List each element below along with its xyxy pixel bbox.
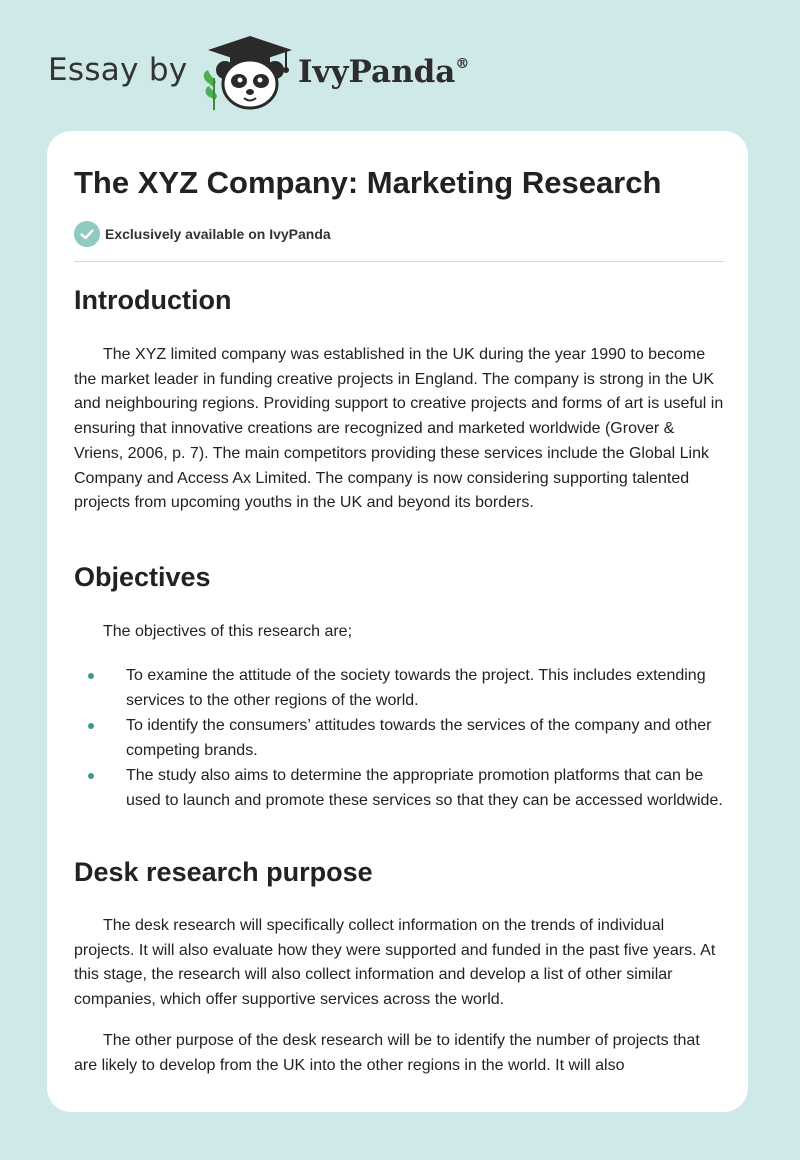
article-title: The XYZ Company: Marketing Research xyxy=(74,165,662,200)
objectives-list xyxy=(74,663,724,813)
bullet-dot xyxy=(88,723,94,729)
desk-research-paragraph-1: The desk research will specifically collect information on the trends of individual projects. It will also evaluate how they were supported and funded in the past five years. At this stage, the research will also collect information and develop a list of other similar companies, which offer supportive services across the world. xyxy=(74,917,716,1009)
brand-name: IvyPanda® xyxy=(298,54,470,90)
panda-graduate-logo-icon xyxy=(200,34,300,114)
brand-header[interactable] xyxy=(48,34,568,114)
section-heading-introduction: Introduction xyxy=(74,285,232,315)
introduction-paragraph: The XYZ limited company was established in the UK during the year 1990 to become the market leader in funding creative projects in England. The company is strong in the UK and neighbouring regions. Providing support to creative projects and forms of art is useful in ensuring that innovative creations are recognized and marketed worldwide (Grover & Vriens, 2006, p. 7). The main competitors providing these services include the Global Link Company and Access Ax Limited. The company is now considering supporting talented projects from upcoming youths in the UK and beyond its borders. xyxy=(74,346,724,512)
check-circle-icon xyxy=(74,221,100,247)
section-heading-desk-research: Desk research purpose xyxy=(74,857,373,887)
bullet-dot xyxy=(88,673,94,679)
desk-research-paragraph-2: The other purpose of the desk research will be to identify the number of projects that are likely to develop from the UK into the other regions in the world. It will also xyxy=(74,1032,700,1074)
list-item: To identify the consumers’ attitudes towards the services of the company and other competing brands. xyxy=(74,713,724,763)
bullet-dot xyxy=(88,773,94,779)
section-heading-objectives: Objectives xyxy=(74,562,211,592)
objectives-intro: The objectives of this research are; xyxy=(103,623,353,640)
brand-prefix: Essay by xyxy=(48,52,188,88)
title-divider xyxy=(74,261,724,262)
badge-text: Exclusively available on IvyPanda xyxy=(105,226,331,242)
article-card xyxy=(47,131,748,1112)
list-item: The study also aims to determine the appropriate promotion platforms that can be used to launch and promote these services so that they can be accessed worldwide. xyxy=(74,763,724,813)
list-item: To examine the attitude of the society towards the project. This includes extending services to the other regions of the world. xyxy=(74,663,724,713)
